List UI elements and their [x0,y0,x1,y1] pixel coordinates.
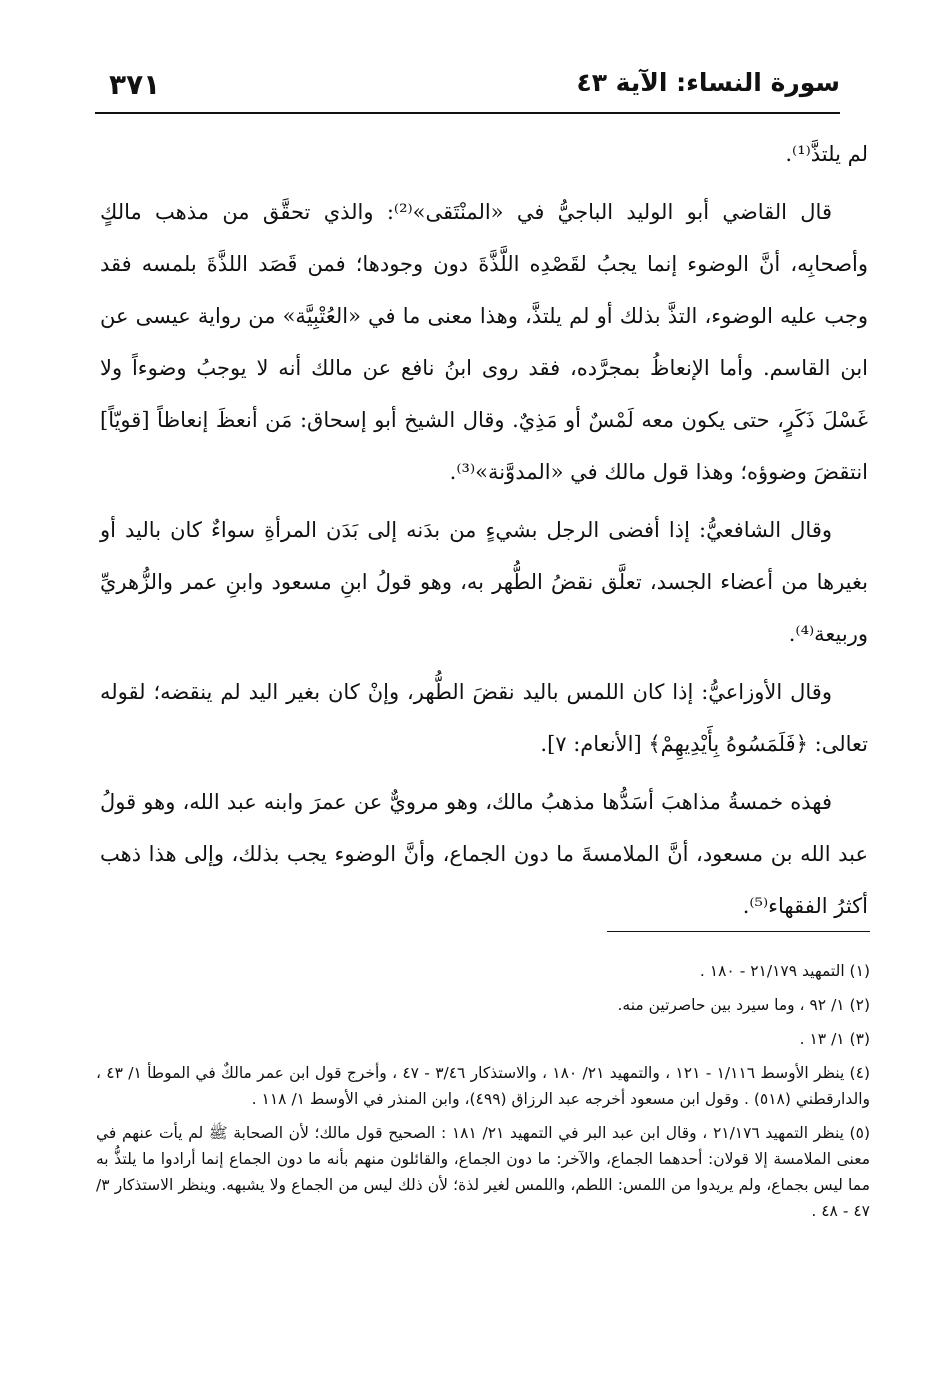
paragraph-2: قال القاضي أبو الوليد الباجيُّ في «المنْتَقى»⁽²⁾: والذي تحقَّق من مذهب مالكٍ وأصحابِه، أنَّ الوضوء إنما يجبُ لقَصْدِه اللَّذَّةَ دون وجودها؛ فمن قَصَد اللذَّةَ بلمسه فقد وجب عليه الوضوء، التذَّ بذلك أو لم يلتذَّ، وهذا معنى ما في «العُتْبِيَّة» من رواية عيسى عن ابن القاسم. وأما الإنعاظُ بمجرَّده، فقد روى ابنُ نافع عن مالك أنه لا يوجبُ وضوءاً ولا غَسْلَ ذَكَرٍ، حتى يكون معه لَمْسٌ أو مَذِيٌ. وقال الشيخ أبو إسحاق: مَن أنعظَ إنعاظاً [قويّاً] انتقضَ وضوؤه؛ وهذا قول مالك في «المدوَّنة»⁽³⁾. [100,200,868,484]
footnote-2: (٢) ١/ ٩٢ ، وما سيرد بين حاصرتين منه. [617,996,870,1014]
footnote-1: (١) التمهيد ٢١/١٧٩ - ١٨٠ . [699,962,870,980]
running-title: سورة النساء: الآية ٤٣ [576,68,840,97]
footnotes [96,958,870,1232]
paragraph-1: لم يلتذَّ⁽¹⁾. [785,142,868,166]
footnote-separator [607,931,870,932]
page-header [95,62,840,114]
paragraph-3: وقال الشافعيُّ: إذا أفضى الرجل بشيءٍ من بدَنه إلى بَدَن المرأةِ سواءٌ كان باليد أو بغيرها من أعضاء الجسد، تعلَّق نقضُ الطُّهر به، وهو قولُ ابنِ مسعود وابنِ عمر والزُّهريِّ وربيعة⁽⁴⁾. [100,518,868,646]
main-text [100,128,868,938]
page-number: ٣٧١ [109,68,161,101]
footnote-4: (٤) ينظر الأوسط ١/١١٦ - ١٢١ ، والتمهيد ٢١/ ١٨٠ ، والاستذكار ٣/٤٦ - ٤٧ ، وأخرج قول ابن عمر مالكٌ في الموطأ ١/ ٤٣ ، والدارقطني (٥١٨) . وقول ابن مسعود أخرجه عبد الرزاق (٤٩٩)، وابن المنذر في الأوسط ١/ ١١٨ . [96,1064,870,1108]
paragraph-5: فهذه خمسةُ مذاهبَ أسَدُّها مذهبُ مالك، وهو مرويٌّ عن عمرَ وابنه عبد الله، وهو قولُ عبد الله بن مسعود، أنَّ الملامسةَ ما دون الجماع، وأنَّ الوضوء يجب بذلك، وإلى هذا ذهب أكثرُ الفقهاء⁽⁵⁾. [100,790,868,918]
paragraph-4: وقال الأوزاعيُّ: إذا كان اللمس باليد نقضَ الطُّهر، وإنْ كان بغير اليد لم ينقضه؛ لقوله تعالى: ﴿فَلَمَسُوهُ بِأَيْدِيهِمْ﴾ [الأنعام: ٧]. [100,680,868,756]
footnote-5: (٥) ينظر التمهيد ٢١/١٧٦ ، وقال ابن عبد البر في التمهيد ٢١/ ١٨١ : الصحيح قول مالك؛ لأن الصحابة ﷺ لم يأت عنهم في معنى الملامسة إلا قولان: أحدهما الجماع، والآخر: ما دون الجماع، والقائلون منهم بأنه ما دون الجماع إنما أرادوا ما يلتذُّ به مما ليس بجماع، ولم يريدوا من اللمس: اللطم، واللمس لغير لذة؛ لأن ذلك ليس من الجماع ولا يشبهه. وينظر الاستذكار ٣/ ٤٧ - ٤٨ . [96,1124,870,1220]
footnote-3: (٣) ١/ ١٣ . [799,1030,870,1048]
